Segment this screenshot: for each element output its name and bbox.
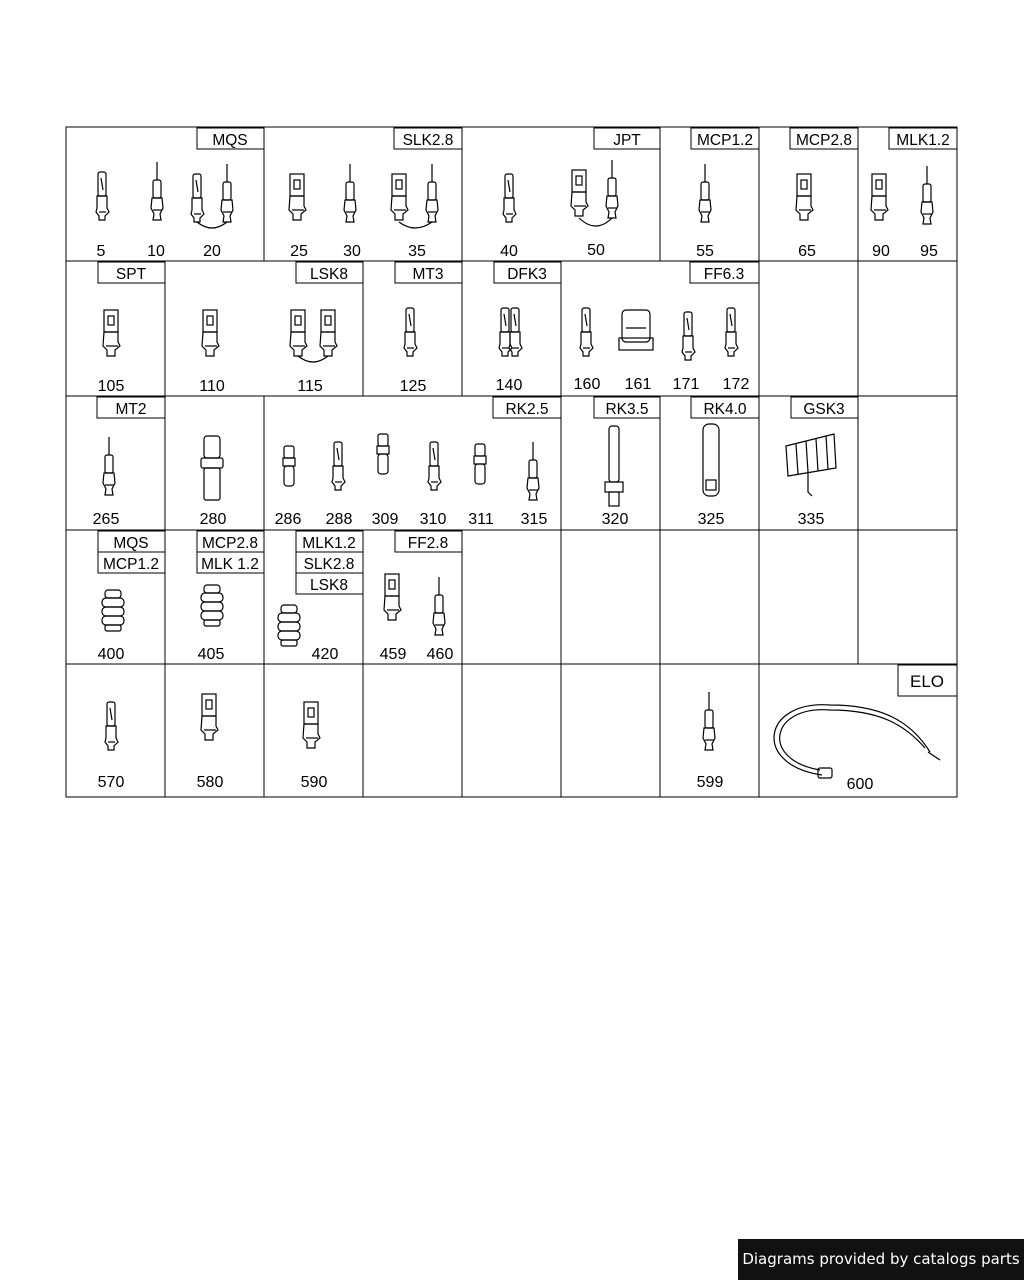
carrier-strip-115 <box>298 356 328 362</box>
terminal-160-drawing <box>580 308 593 356</box>
part-number: 309 <box>371 511 399 528</box>
part-number: 20 <box>203 243 221 260</box>
part-number: 311 <box>468 511 494 528</box>
terminal-310-drawing <box>428 442 441 490</box>
part-number: 90 <box>872 243 890 260</box>
label-rk25: RK2.5 <box>505 401 549 418</box>
terminal-10-drawing <box>151 162 163 220</box>
part-number: 40 <box>500 243 518 260</box>
part-number: 590 <box>300 774 328 791</box>
carrier-strip-20 <box>197 222 227 228</box>
part-number: 55 <box>696 243 714 260</box>
part-number: 460 <box>426 646 454 663</box>
terminal-115a-drawing <box>290 310 307 356</box>
socket-280-drawing <box>201 436 223 500</box>
part-number: 600 <box>846 776 874 793</box>
part-number: 265 <box>92 511 120 528</box>
terminal-115b-drawing <box>320 310 337 356</box>
part-number: 335 <box>797 511 825 528</box>
part-number: 50 <box>587 242 605 259</box>
part-number: 320 <box>601 511 629 528</box>
label-slk28-seal: SLK2.8 <box>303 556 355 573</box>
label-mqs-seal: MQS <box>113 535 149 552</box>
pin-286-drawing <box>283 446 295 486</box>
part-number: 420 <box>311 646 339 663</box>
part-number: 110 <box>199 378 225 395</box>
label-mcp12: MCP1.2 <box>697 132 753 149</box>
label-mqs: MQS <box>212 132 248 149</box>
terminal-40-drawing <box>503 174 516 222</box>
label-mt3: MT3 <box>412 266 444 283</box>
pin-325-drawing <box>703 424 719 496</box>
label-ff28: FF2.8 <box>407 535 449 552</box>
part-number: 161 <box>624 376 652 393</box>
terminal-580-drawing <box>201 694 218 740</box>
label-lsk8: LSK8 <box>310 266 348 283</box>
part-number: 570 <box>97 774 125 791</box>
seal-405-drawing <box>201 585 223 626</box>
part-number: 30 <box>343 243 361 260</box>
terminal-599-drawing <box>703 692 715 750</box>
terminal-105-drawing <box>103 310 120 356</box>
label-spt: SPT <box>115 266 147 283</box>
part-number: 125 <box>399 378 427 395</box>
carrier-strip-50 <box>579 218 612 226</box>
part-number: 140 <box>495 377 523 394</box>
label-ff63: FF6.3 <box>703 266 745 283</box>
part-number: 65 <box>798 243 816 260</box>
terminal-50a-drawing <box>571 170 588 216</box>
part-number: 160 <box>573 376 601 393</box>
part-number: 10 <box>147 243 165 260</box>
terminal-95-drawing <box>921 166 933 224</box>
terminal-288-drawing <box>332 442 345 490</box>
terminal-20b-drawing <box>221 164 233 222</box>
part-number: 315 <box>520 511 548 528</box>
seal-420-drawing <box>278 605 300 646</box>
terminal-590-drawing <box>303 702 320 748</box>
seal-400-drawing <box>102 590 124 631</box>
terminal-25-drawing <box>289 174 306 220</box>
part-number: 580 <box>196 774 224 791</box>
part-number: 25 <box>290 243 308 260</box>
terminal-55-drawing <box>699 164 711 222</box>
terminal-35a-drawing <box>391 174 408 220</box>
part-number: 171 <box>672 376 700 393</box>
pin-320-drawing <box>605 426 623 506</box>
part-number: 310 <box>419 511 447 528</box>
part-number: 280 <box>199 511 227 528</box>
terminal-265-drawing <box>103 437 115 495</box>
terminal-125-drawing <box>404 308 417 356</box>
footer-credit: Diagrams provided by catalogs parts <box>738 1239 1024 1280</box>
terminal-90-drawing <box>871 174 888 220</box>
terminal-5-drawing <box>96 172 109 220</box>
part-number: 405 <box>197 646 225 663</box>
terminal-460-drawing <box>433 577 445 635</box>
label-rk35: RK3.5 <box>605 401 649 418</box>
part-number: 172 <box>722 376 750 393</box>
terminal-171-drawing <box>682 312 695 360</box>
label-rk40: RK4.0 <box>703 401 747 418</box>
terminal-50b-drawing <box>606 160 618 218</box>
cable-600-drawing <box>774 705 940 778</box>
terminal-459-drawing <box>384 574 401 620</box>
terminal-570-drawing <box>105 702 118 750</box>
label-mcp12-seal: MCP1.2 <box>103 556 159 573</box>
part-number: 400 <box>97 646 125 663</box>
label-gsk3: GSK3 <box>803 401 845 418</box>
part-number: 95 <box>920 243 938 260</box>
part-number: 105 <box>97 378 125 395</box>
pin-309-drawing <box>377 434 389 474</box>
grid-lines <box>66 127 957 797</box>
part-number: 35 <box>408 243 426 260</box>
label-jpt: JPT <box>613 132 641 149</box>
terminal-20a-drawing <box>191 174 204 222</box>
terminal-35b-drawing <box>426 164 438 222</box>
label-dfk3: DFK3 <box>507 266 547 283</box>
label-mlk12-seal2: MLK1.2 <box>302 535 356 552</box>
terminal-110-drawing <box>202 310 219 356</box>
label-mlk12: MLK1.2 <box>896 132 950 149</box>
label-mt2: MT2 <box>115 401 147 418</box>
label-slk28: SLK2.8 <box>402 132 454 149</box>
label-lsk8-seal: LSK8 <box>310 577 348 594</box>
terminal-65-drawing <box>796 174 813 220</box>
label-elo: ELO <box>909 672 945 691</box>
terminal-strip-335-drawing <box>786 434 836 496</box>
part-number: 599 <box>696 774 724 791</box>
part-number: 5 <box>96 243 106 260</box>
carrier-strip-35 <box>399 222 432 228</box>
part-number: 115 <box>297 378 323 395</box>
label-mcp28-seal: MCP2.8 <box>202 535 258 552</box>
part-number: 459 <box>379 646 407 663</box>
label-mlk12-seal: MLK 1.2 <box>201 556 259 573</box>
terminal-315-drawing <box>527 442 539 500</box>
label-mcp28: MCP2.8 <box>796 132 852 149</box>
part-number: 288 <box>325 511 353 528</box>
part-number: 325 <box>697 511 725 528</box>
terminal-172-drawing <box>725 308 738 356</box>
terminal-30-drawing <box>344 164 356 222</box>
housing-161-drawing <box>619 310 653 350</box>
pin-311-drawing <box>474 444 486 484</box>
part-number: 286 <box>274 511 302 528</box>
